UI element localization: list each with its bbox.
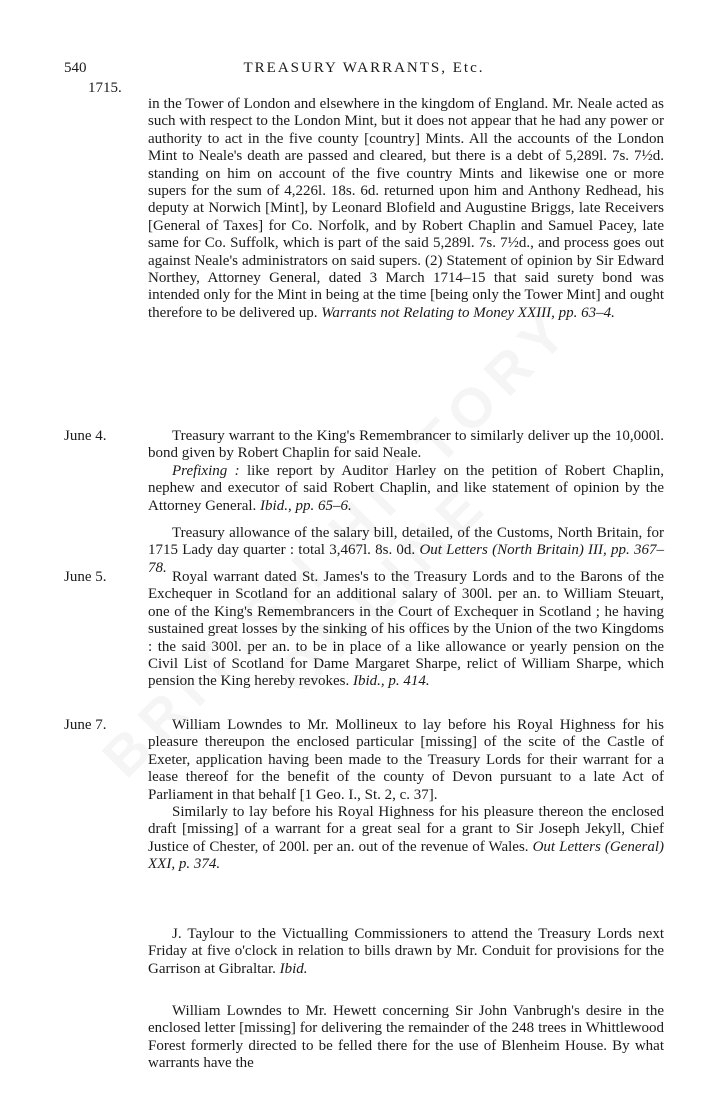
entry-date: June 5. — [64, 569, 107, 585]
entry-text: William Lowndes to Mr. Hewett concerning Sir John Vanbrugh's desire in the enclosed letter [missing] for delivering the remainder of the 248 trees in Whittlewood Forest formerly directed to be felled there for the use of Blenheim House. By what warrants have the — [148, 1003, 664, 1072]
entry-text: Treasury allowance of the salary bill, detailed, of the Customs, North Britain, for 1715 Lady day quarter : total 3,467l. 8s. 0d. — [148, 525, 664, 559]
entry-text: J. Taylour to the Victualling Commissioners to attend the Treasury Lords next Friday at five o'clock in relation to bills drawn by Mr. Conduit for provisions for the Garrison at Gibraltar. — [148, 926, 664, 977]
page-number: 540 — [64, 60, 87, 76]
entry-reference: Ibid. — [279, 960, 308, 977]
entry-victualling — [64, 926, 664, 978]
prefix-text: like report by Auditor Harley on the petition of Robert Chaplin, nephew and executor of said Robert Chaplin, and like statement of opinion by the Attorney General. — [148, 462, 664, 514]
entry-text: Similarly to lay before his Royal Highness for his pleasure thereon the enclosed draft [missing] of a warrant for a great seal for a grant to Sir Joseph Jekyll, Chief Justice of Chester, of 200l. per an. out of the revenue of Wales. — [148, 804, 664, 855]
entry-date: June 7. — [64, 717, 107, 733]
entry-reference: Ibid., pp. 65–6. — [260, 497, 352, 514]
entry-june-4 — [64, 428, 664, 515]
running-head: TREASURY WARRANTS, Etc. — [243, 60, 485, 76]
entry-text: William Lowndes to Mr. Mollineux to lay before his Royal Highness for his pleasure thereupon the enclosed particular [missing] of the scite of the Castle of Exeter, application having been made to the Treasury Lords for their warrant for a lease thereof for the benefit of the county of Devon pursuant to a late Act of Parliament in that behalf [1 Geo. I., St. 2, c. 37]. — [148, 717, 664, 803]
entry-reference: Ibid., p. 414. — [352, 673, 430, 690]
entry-whittlewood — [64, 1003, 664, 1073]
entry-text: in the Tower of London and elsewhere in the kingdom of England. Mr. Neale acted as such with respect to the London Mint, but it does not appear that he had any power or authority to act in the five county [country] Mints. All the accounts of the London Mint to Neale's death are passed and cleared, but there is a debt of 5,289l. 7s. 7½d. standing on him on account of the five country Mints and likewise one or more supers for the sum of 4,226l. 18s. 6d. returned upon him and Anthony Redhead, his deputy at Norwich [Mint], by Leonard Blofield and Augustine Briggs, late Receivers [General of Taxes] for Co. Norfolk, and by Robert Chaplin and Samuel Pacey, late same for Co. Suffolk, which is part of the said 5,289l. 7s. 7½d., and process goes out against Neale's administrators on said supers. (2) Statement of opinion by Sir Edward Northey, Attorney General, dated 3 March 1714–15 that said surety bond was intended only for the Mint in being at the time [being only the Tower Mint] and ought therefore to be delivered up. — [148, 96, 664, 321]
prefix-label: Prefixing : — [172, 462, 240, 479]
entry-reference: Out Letters (North Britain) III, pp. 367–78. — [148, 542, 665, 576]
entry-reference: Out Letters (General) XXI, p. 374. — [148, 838, 664, 873]
entry-reference: Warrants not Relating to Money XXIII, pp. 63–4. — [321, 304, 615, 321]
entry-text: Royal warrant dated St. James's to the Treasury Lords and to the Barons of the Exchequer in Scotland for an additional salary of 300l. per an. to William Steuart, one of the King's Remembrancers in the Court of Exchequer in Scotland ; he having sustained great losses by the sinking of his offices by the Union of the two Kingdoms : the said 300l. per an. to be in place of a like allowance or yearly pension on the Civil List of Scotland for Dame Margaret Sharpe, relict of William Sharpe, which pension the King hereby revokes. — [148, 569, 664, 690]
entry-date: June 4. — [64, 428, 107, 444]
entry-continuation — [64, 96, 664, 322]
year-label: 1715. — [88, 80, 122, 96]
entry-text: Treasury warrant to the King's Remembrancer to similarly deliver up the 10,000l. bond given by Robert Chaplin for said Neale. — [148, 428, 664, 462]
entry-june-7 — [64, 717, 664, 874]
entry-june-5 — [64, 569, 664, 691]
